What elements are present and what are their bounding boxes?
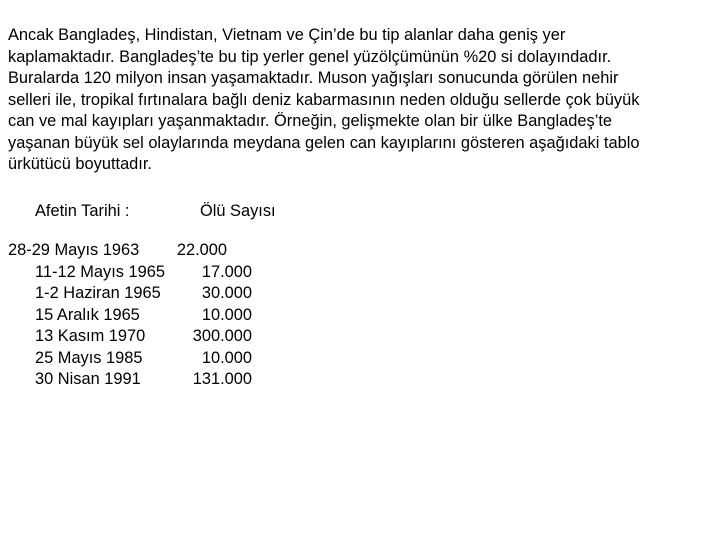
table-header-date: Afetin Tarihi : [35,202,130,220]
row-date: 13 Kasım 1970 [35,327,146,345]
paragraph-line: Ancak Bangladeş, Hindistan, Vietnam ve Çin’de bu tip alanlar daha geniş yer [8,26,566,44]
paragraph-line: Buralarda 120 milyon insan yaşamaktadır. Muson yağışları sonucunda görülen nehir [8,69,619,87]
row-deaths: 300.000 [192,327,252,345]
table-row [0,262,720,284]
table-row [0,240,720,262]
paragraph-line: can ve mal kayıpları yaşanmaktadır. Örneğin, gelişmekte olan bir ülke Bangladeş’te [8,112,613,130]
table-row [0,326,720,348]
table-header-deaths: Ölü Sayısı [200,202,276,220]
body-paragraph [8,25,714,176]
row-date: 15 Aralık 1965 [35,305,140,324]
row-date: 30 Nisan 1991 [35,370,141,388]
row-deaths: 17.000 [201,262,252,281]
row-deaths: 30.000 [201,284,252,302]
table-row [0,305,720,327]
disaster-table [0,240,720,391]
row-date: 28-29 Mayıs 1963 [8,241,140,259]
row-date: 11-12 Mayıs 1965 [35,262,165,281]
row-date: 25 Mayıs 1985 [35,348,143,367]
paragraph-line: yaşanan büyük sel olaylarında meydana gelen can kayıplarını gösteren aşağıdaki tablo [8,133,640,152]
table-row [0,369,720,391]
row-deaths: 10.000 [201,305,252,324]
row-date: 1-2 Haziran 1965 [35,284,161,302]
table-row [0,283,720,305]
paragraph-line: kaplamaktadır. Bangladeş’te bu tip yerler genel yüzölçümünün %20 si dolayındadır. [8,47,612,66]
row-deaths: 22.000 [176,241,227,259]
paragraph-line: ürkütücü boyuttadır. [8,155,152,173]
paragraph-line: selleri ile, tropikal fırtınalara bağlı deniz kabarmasının neden olduğu sellerde çok büyük [8,90,640,109]
row-deaths: 10.000 [201,348,252,367]
row-deaths: 131.000 [192,370,252,388]
table-row [0,348,720,370]
